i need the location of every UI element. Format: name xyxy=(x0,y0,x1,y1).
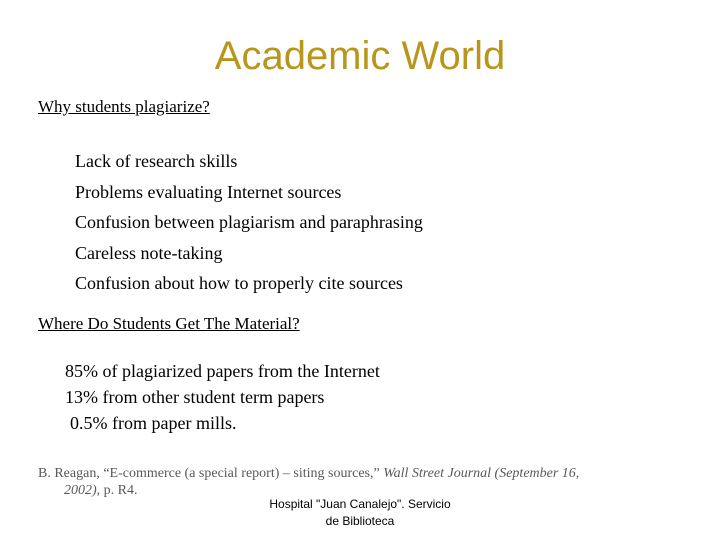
list-item: 13% from other student term papers xyxy=(65,387,325,407)
list-item: Problems evaluating Internet sources xyxy=(75,181,342,202)
citation-prefix: B. Reagan, “E-commerce (a special report) – siting sources,” xyxy=(38,466,384,481)
footer-line-2: de Biblioteca xyxy=(325,514,395,528)
footer-line-1: Hospital "Juan Canalejo". Servicio xyxy=(269,497,451,511)
citation-line-1 xyxy=(38,465,678,482)
section-heading-where: Where Do Students Get The Material? xyxy=(38,314,300,333)
sources-list xyxy=(65,358,380,436)
footer xyxy=(240,496,480,530)
list-item: Confusion between plagiarism and paraphrasing xyxy=(75,212,423,232)
list-item: Lack of research skills xyxy=(75,151,238,171)
citation-date: 2002) xyxy=(64,483,97,498)
reasons-list xyxy=(75,146,423,299)
list-item: 85% of plagiarized papers from the Internet xyxy=(65,361,380,381)
citation-suffix: , p. R4. xyxy=(96,483,138,498)
citation-journal: Wall Street Journal (September 16, xyxy=(383,466,580,481)
section-heading-why: Why students plagiarize? xyxy=(38,97,210,116)
list-item: Confusion about how to properly cite sources xyxy=(75,273,403,293)
list-item: 0.5% from paper mills. xyxy=(70,413,237,433)
citation xyxy=(38,465,678,499)
list-item: Careless note-taking xyxy=(75,242,223,263)
slide-title: Academic World xyxy=(214,34,506,78)
